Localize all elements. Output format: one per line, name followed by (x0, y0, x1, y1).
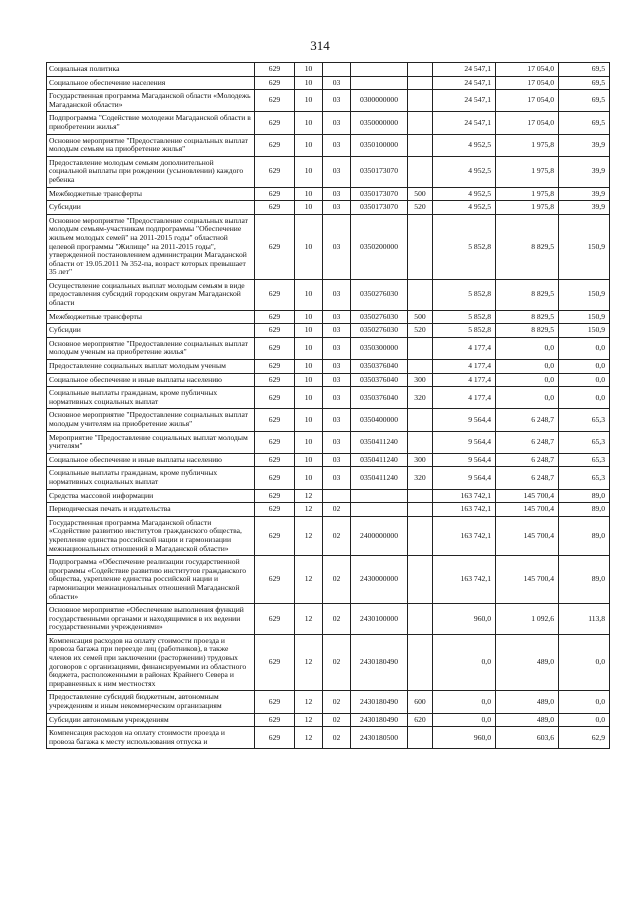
row-expense-type-cell (408, 76, 433, 90)
table-row (47, 134, 610, 156)
row-planned-amount-cell: 24 547,1 (433, 76, 496, 90)
row-expense-type-cell (408, 360, 433, 374)
row-target-article-cell: 0350300000 (351, 337, 408, 359)
row-name-cell: Государственная программа Магаданской области «Молодежь Магаданской области» (47, 90, 255, 112)
row-executed-amount-cell: 1 975,8 (496, 201, 559, 215)
row-subsection-cell: 02 (323, 556, 351, 604)
row-admin-code-cell: 629 (255, 634, 295, 691)
row-name-cell: Компенсация расходов на оплату стоимости проезда и провоза багажа при переезде лиц (работников), в также членов их семей при заключении (расторжении) трудовых договоров с организациями, финансируемыми из областного бюджета, расположенными в районах Крайнего Севера и приравненных к ним местностях (47, 634, 255, 691)
row-expense-type-cell (408, 727, 433, 749)
row-target-article-cell (351, 63, 408, 77)
row-section-cell: 10 (295, 214, 323, 279)
row-admin-code-cell: 629 (255, 337, 295, 359)
row-subsection-cell: 03 (323, 310, 351, 324)
row-section-cell: 12 (295, 604, 323, 635)
row-planned-amount-cell: 9 564,4 (433, 467, 496, 489)
row-section-cell: 10 (295, 134, 323, 156)
table-row (47, 634, 610, 691)
row-planned-amount-cell: 4 177,4 (433, 387, 496, 409)
row-subsection-cell: 03 (323, 409, 351, 431)
row-executed-amount-cell: 1 092,6 (496, 604, 559, 635)
row-admin-code-cell: 629 (255, 187, 295, 201)
row-target-article-cell: 0350376040 (351, 373, 408, 387)
row-name-cell: Социальная политика (47, 63, 255, 77)
row-admin-code-cell: 629 (255, 431, 295, 453)
table-row (47, 387, 610, 409)
row-planned-amount-cell: 0,0 (433, 634, 496, 691)
row-percent-cell: 39,9 (559, 134, 610, 156)
row-section-cell: 10 (295, 63, 323, 77)
row-executed-amount-cell: 489,0 (496, 634, 559, 691)
row-executed-amount-cell: 489,0 (496, 713, 559, 727)
row-percent-cell: 62,9 (559, 727, 610, 749)
row-target-article-cell: 0350411240 (351, 431, 408, 453)
row-admin-code-cell: 629 (255, 214, 295, 279)
row-subsection-cell: 03 (323, 112, 351, 134)
table-row (47, 201, 610, 215)
row-target-article-cell: 0350411240 (351, 453, 408, 467)
table-row (47, 467, 610, 489)
row-planned-amount-cell: 9 564,4 (433, 431, 496, 453)
row-executed-amount-cell: 603,6 (496, 727, 559, 749)
row-percent-cell: 69,5 (559, 63, 610, 77)
row-percent-cell: 65,3 (559, 467, 610, 489)
row-expense-type-cell: 500 (408, 187, 433, 201)
row-section-cell: 10 (295, 360, 323, 374)
row-planned-amount-cell: 960,0 (433, 604, 496, 635)
table-row (47, 63, 610, 77)
row-executed-amount-cell: 145 700,4 (496, 489, 559, 503)
row-admin-code-cell: 629 (255, 134, 295, 156)
row-executed-amount-cell: 8 829,5 (496, 279, 559, 310)
row-planned-amount-cell: 163 742,1 (433, 503, 496, 517)
row-percent-cell: 150,9 (559, 279, 610, 310)
row-subsection-cell: 02 (323, 634, 351, 691)
table-row (47, 409, 610, 431)
row-expense-type-cell (408, 90, 433, 112)
row-section-cell: 10 (295, 310, 323, 324)
row-section-cell: 12 (295, 556, 323, 604)
row-admin-code-cell: 629 (255, 76, 295, 90)
table-row (47, 187, 610, 201)
row-executed-amount-cell: 489,0 (496, 691, 559, 713)
row-subsection-cell (323, 489, 351, 503)
row-percent-cell: 69,5 (559, 76, 610, 90)
row-section-cell: 10 (295, 453, 323, 467)
row-section-cell: 10 (295, 279, 323, 310)
row-executed-amount-cell: 145 700,4 (496, 556, 559, 604)
row-section-cell: 10 (295, 76, 323, 90)
row-executed-amount-cell: 17 054,0 (496, 112, 559, 134)
table-row (47, 156, 610, 187)
row-executed-amount-cell: 145 700,4 (496, 516, 559, 555)
row-planned-amount-cell: 960,0 (433, 727, 496, 749)
row-target-article-cell: 2430180500 (351, 727, 408, 749)
row-subsection-cell: 03 (323, 467, 351, 489)
table-row (47, 604, 610, 635)
row-subsection-cell: 03 (323, 324, 351, 338)
row-admin-code-cell: 629 (255, 503, 295, 517)
row-expense-type-cell (408, 431, 433, 453)
table-row (47, 516, 610, 555)
row-percent-cell: 89,0 (559, 516, 610, 555)
row-name-cell: Периодическая печать и издательства (47, 503, 255, 517)
row-subsection-cell: 03 (323, 279, 351, 310)
row-expense-type-cell: 520 (408, 324, 433, 338)
row-target-article-cell: 2430000000 (351, 556, 408, 604)
row-name-cell: Социальные выплаты гражданам, кроме публичных нормативных социальных выплат (47, 467, 255, 489)
row-executed-amount-cell: 0,0 (496, 387, 559, 409)
row-name-cell: Социальное обеспечение населения (47, 76, 255, 90)
row-planned-amount-cell: 0,0 (433, 713, 496, 727)
row-admin-code-cell: 629 (255, 604, 295, 635)
table-row (47, 489, 610, 503)
row-target-article-cell: 0350411240 (351, 467, 408, 489)
row-section-cell: 12 (295, 727, 323, 749)
row-subsection-cell: 03 (323, 360, 351, 374)
row-target-article-cell: 0350000000 (351, 112, 408, 134)
row-subsection-cell: 03 (323, 134, 351, 156)
row-section-cell: 10 (295, 112, 323, 134)
row-name-cell: Субсидии (47, 324, 255, 338)
row-percent-cell: 150,9 (559, 310, 610, 324)
row-planned-amount-cell: 4 952,5 (433, 201, 496, 215)
row-target-article-cell (351, 76, 408, 90)
row-target-article-cell: 2430180490 (351, 691, 408, 713)
row-admin-code-cell: 629 (255, 691, 295, 713)
row-executed-amount-cell: 8 829,5 (496, 310, 559, 324)
row-percent-cell: 0,0 (559, 337, 610, 359)
row-name-cell: Межбюджетные трансферты (47, 187, 255, 201)
row-percent-cell: 89,0 (559, 503, 610, 517)
table-row (47, 76, 610, 90)
row-target-article-cell: 0350376040 (351, 387, 408, 409)
row-name-cell: Осуществление социальных выплат молодым семьям в виде предоставления субсидий городским округам Магаданской области (47, 279, 255, 310)
row-expense-type-cell (408, 134, 433, 156)
row-section-cell: 12 (295, 634, 323, 691)
table-row (47, 727, 610, 749)
row-executed-amount-cell: 145 700,4 (496, 503, 559, 517)
row-section-cell: 10 (295, 387, 323, 409)
row-subsection-cell: 03 (323, 201, 351, 215)
row-admin-code-cell: 629 (255, 324, 295, 338)
table-row (47, 360, 610, 374)
row-admin-code-cell: 629 (255, 727, 295, 749)
row-admin-code-cell: 629 (255, 556, 295, 604)
row-expense-type-cell (408, 516, 433, 555)
row-percent-cell: 89,0 (559, 556, 610, 604)
row-planned-amount-cell: 163 742,1 (433, 556, 496, 604)
row-name-cell: Предоставление социальных выплат молодым ученым (47, 360, 255, 374)
row-planned-amount-cell: 5 852,8 (433, 279, 496, 310)
row-target-article-cell (351, 489, 408, 503)
row-target-article-cell: 0350276030 (351, 324, 408, 338)
row-planned-amount-cell: 5 852,8 (433, 324, 496, 338)
row-admin-code-cell: 629 (255, 387, 295, 409)
table-row (47, 337, 610, 359)
row-expense-type-cell: 300 (408, 453, 433, 467)
row-admin-code-cell: 629 (255, 373, 295, 387)
table-row (47, 431, 610, 453)
row-section-cell: 10 (295, 337, 323, 359)
row-name-cell: Субсидии (47, 201, 255, 215)
row-section-cell: 12 (295, 691, 323, 713)
row-expense-type-cell: 620 (408, 713, 433, 727)
row-target-article-cell: 0350173070 (351, 187, 408, 201)
row-planned-amount-cell: 4 177,4 (433, 337, 496, 359)
table-row (47, 324, 610, 338)
row-percent-cell: 65,3 (559, 431, 610, 453)
row-planned-amount-cell: 24 547,1 (433, 90, 496, 112)
table-row (47, 279, 610, 310)
row-percent-cell: 69,5 (559, 112, 610, 134)
row-expense-type-cell (408, 337, 433, 359)
table-body (47, 63, 610, 749)
row-percent-cell: 113,8 (559, 604, 610, 635)
row-section-cell: 10 (295, 187, 323, 201)
row-subsection-cell: 02 (323, 727, 351, 749)
row-admin-code-cell: 629 (255, 409, 295, 431)
row-subsection-cell: 02 (323, 516, 351, 555)
row-target-article-cell: 0300000000 (351, 90, 408, 112)
row-admin-code-cell: 629 (255, 713, 295, 727)
row-percent-cell: 0,0 (559, 713, 610, 727)
row-admin-code-cell: 629 (255, 489, 295, 503)
row-expense-type-cell: 320 (408, 467, 433, 489)
row-name-cell: Социальное обеспечение и иные выплаты населению (47, 373, 255, 387)
row-name-cell: Основное мероприятие «Обеспечение выполнения функций государственными органами и находящимися в их ведении государственными учреждениями» (47, 604, 255, 635)
row-name-cell: Компенсация расходов на оплату стоимости проезда и провоза багажа к месту использования отпуска и (47, 727, 255, 749)
row-percent-cell: 150,9 (559, 324, 610, 338)
table-row (47, 112, 610, 134)
row-planned-amount-cell: 9 564,4 (433, 409, 496, 431)
row-admin-code-cell: 629 (255, 156, 295, 187)
row-section-cell: 12 (295, 503, 323, 517)
row-subsection-cell: 03 (323, 76, 351, 90)
row-subsection-cell: 03 (323, 337, 351, 359)
row-target-article-cell: 2430100000 (351, 604, 408, 635)
row-subsection-cell: 02 (323, 604, 351, 635)
table-row (47, 373, 610, 387)
row-executed-amount-cell: 17 054,0 (496, 76, 559, 90)
row-section-cell: 12 (295, 516, 323, 555)
row-name-cell: Государственная программа Магаданской области «Содействие развитию институтов гражданского общества, укрепление единства российской нации и гармонизации межнациональных отношений в Магаданской области» (47, 516, 255, 555)
row-executed-amount-cell: 1 975,8 (496, 156, 559, 187)
row-admin-code-cell: 629 (255, 90, 295, 112)
row-target-article-cell (351, 503, 408, 517)
row-name-cell: Межбюджетные трансферты (47, 310, 255, 324)
row-admin-code-cell: 629 (255, 467, 295, 489)
table-row (47, 713, 610, 727)
row-planned-amount-cell: 4 952,5 (433, 187, 496, 201)
row-expense-type-cell (408, 604, 433, 635)
row-subsection-cell: 03 (323, 187, 351, 201)
row-admin-code-cell: 629 (255, 63, 295, 77)
row-section-cell: 10 (295, 373, 323, 387)
row-percent-cell: 39,9 (559, 156, 610, 187)
table-row (47, 90, 610, 112)
row-subsection-cell: 03 (323, 373, 351, 387)
row-admin-code-cell: 629 (255, 453, 295, 467)
table-row (47, 503, 610, 517)
row-percent-cell: 65,3 (559, 453, 610, 467)
row-section-cell: 10 (295, 156, 323, 187)
table-row (47, 556, 610, 604)
row-executed-amount-cell: 17 054,0 (496, 63, 559, 77)
row-target-article-cell: 0350400000 (351, 409, 408, 431)
row-name-cell: Основное мероприятие "Предоставление социальных выплат молодым семьям-участникам подпрограммы "Обеспечение жильем молодых семей" на 2011-2015 годы" областной целевой программы "Жилище" на 2011-2015 годы", утвержденной постановлением администрации Магаданской области от 19.05.2011 № 352-па, возраст которых превышает 35 лет" (47, 214, 255, 279)
row-planned-amount-cell: 5 852,8 (433, 214, 496, 279)
row-subsection-cell: 02 (323, 691, 351, 713)
row-section-cell: 10 (295, 467, 323, 489)
row-percent-cell: 39,9 (559, 187, 610, 201)
row-planned-amount-cell: 9 564,4 (433, 453, 496, 467)
row-percent-cell: 0,0 (559, 691, 610, 713)
row-admin-code-cell: 629 (255, 360, 295, 374)
row-executed-amount-cell: 0,0 (496, 360, 559, 374)
row-executed-amount-cell: 0,0 (496, 373, 559, 387)
table-row (47, 453, 610, 467)
row-expense-type-cell (408, 112, 433, 134)
row-percent-cell: 0,0 (559, 387, 610, 409)
row-target-article-cell: 0350173070 (351, 201, 408, 215)
row-planned-amount-cell: 4 177,4 (433, 373, 496, 387)
row-executed-amount-cell: 1 975,8 (496, 187, 559, 201)
row-planned-amount-cell: 24 547,1 (433, 112, 496, 134)
row-section-cell: 12 (295, 489, 323, 503)
row-subsection-cell (323, 63, 351, 77)
row-expense-type-cell (408, 279, 433, 310)
row-executed-amount-cell: 8 829,5 (496, 324, 559, 338)
row-target-article-cell: 0350276030 (351, 279, 408, 310)
row-expense-type-cell (408, 489, 433, 503)
row-percent-cell: 0,0 (559, 360, 610, 374)
row-target-article-cell: 0350100000 (351, 134, 408, 156)
page-number: 314 (310, 38, 330, 53)
row-expense-type-cell (408, 63, 433, 77)
row-executed-amount-cell: 6 248,7 (496, 467, 559, 489)
row-target-article-cell: 2430180490 (351, 713, 408, 727)
row-admin-code-cell: 629 (255, 279, 295, 310)
row-percent-cell: 150,9 (559, 214, 610, 279)
row-percent-cell: 69,5 (559, 90, 610, 112)
row-section-cell: 10 (295, 201, 323, 215)
row-executed-amount-cell: 8 829,5 (496, 214, 559, 279)
row-subsection-cell: 03 (323, 387, 351, 409)
row-target-article-cell: 0350173070 (351, 156, 408, 187)
row-percent-cell: 0,0 (559, 634, 610, 691)
row-percent-cell: 65,3 (559, 409, 610, 431)
row-subsection-cell: 02 (323, 713, 351, 727)
table-row (47, 310, 610, 324)
row-subsection-cell: 03 (323, 431, 351, 453)
row-expense-type-cell (408, 556, 433, 604)
row-name-cell: Подпрограмма «Обеспечение реализации государственной программы «Содействие развитию институтов гражданского общества, укрепление единства российской нации и гармонизации межнациональных отношений Магаданской области» (47, 556, 255, 604)
row-name-cell: Основное мероприятие "Предоставление социальных выплат молодым ученым на приобретение жилья" (47, 337, 255, 359)
row-target-article-cell: 0350376040 (351, 360, 408, 374)
row-expense-type-cell (408, 634, 433, 691)
row-subsection-cell: 03 (323, 156, 351, 187)
row-percent-cell: 0,0 (559, 373, 610, 387)
row-section-cell: 12 (295, 713, 323, 727)
row-planned-amount-cell: 4 177,4 (433, 360, 496, 374)
row-planned-amount-cell: 5 852,8 (433, 310, 496, 324)
row-planned-amount-cell: 163 742,1 (433, 489, 496, 503)
row-subsection-cell: 03 (323, 90, 351, 112)
row-name-cell: Подпрограмма "Содействие молодежи Магаданской области в приобретении жилья" (47, 112, 255, 134)
row-expense-type-cell: 520 (408, 201, 433, 215)
row-target-article-cell: 2400000000 (351, 516, 408, 555)
row-expense-type-cell: 320 (408, 387, 433, 409)
row-name-cell: Основное мероприятие "Предоставление социальных выплат молодым учителям на приобретение жилья" (47, 409, 255, 431)
row-name-cell: Основное мероприятие "Предоставление социальных выплат молодым семьям на приобретение жилья" (47, 134, 255, 156)
row-subsection-cell: 02 (323, 503, 351, 517)
row-target-article-cell: 0350200000 (351, 214, 408, 279)
row-subsection-cell: 03 (323, 453, 351, 467)
row-executed-amount-cell: 6 248,7 (496, 431, 559, 453)
row-name-cell: Социальные выплаты гражданам, кроме публичных нормативных социальных выплат (47, 387, 255, 409)
row-planned-amount-cell: 4 952,5 (433, 156, 496, 187)
row-admin-code-cell: 629 (255, 201, 295, 215)
row-admin-code-cell: 629 (255, 112, 295, 134)
row-planned-amount-cell: 4 952,5 (433, 134, 496, 156)
row-section-cell: 10 (295, 90, 323, 112)
row-name-cell: Субсидии автономным учреждениям (47, 713, 255, 727)
row-subsection-cell: 03 (323, 214, 351, 279)
row-executed-amount-cell: 1 975,8 (496, 134, 559, 156)
row-executed-amount-cell: 17 054,0 (496, 90, 559, 112)
row-target-article-cell: 2430180490 (351, 634, 408, 691)
row-expense-type-cell (408, 214, 433, 279)
row-section-cell: 10 (295, 431, 323, 453)
row-percent-cell: 39,9 (559, 201, 610, 215)
row-section-cell: 10 (295, 409, 323, 431)
row-target-article-cell: 0350276030 (351, 310, 408, 324)
row-expense-type-cell (408, 156, 433, 187)
row-admin-code-cell: 629 (255, 516, 295, 555)
row-expense-type-cell: 300 (408, 373, 433, 387)
row-expense-type-cell (408, 409, 433, 431)
table-row (47, 214, 610, 279)
table-row (47, 691, 610, 713)
row-section-cell: 10 (295, 324, 323, 338)
row-name-cell: Предоставление субсидий бюджетным, автономным учреждениям и иным некоммерческим организациям (47, 691, 255, 713)
row-percent-cell: 89,0 (559, 489, 610, 503)
row-name-cell: Средства массовой информации (47, 489, 255, 503)
row-name-cell: Предоставление молодым семьям дополнительной социальной выплаты при рождении (усыновлении) каждого ребенка (47, 156, 255, 187)
budget-table (46, 62, 610, 749)
row-admin-code-cell: 629 (255, 310, 295, 324)
row-expense-type-cell: 500 (408, 310, 433, 324)
row-planned-amount-cell: 0,0 (433, 691, 496, 713)
row-executed-amount-cell: 0,0 (496, 337, 559, 359)
row-expense-type-cell (408, 503, 433, 517)
row-planned-amount-cell: 24 547,1 (433, 63, 496, 77)
row-name-cell: Мероприятие "Предоставление социальных выплат молодым учителям" (47, 431, 255, 453)
row-executed-amount-cell: 6 248,7 (496, 453, 559, 467)
row-expense-type-cell: 600 (408, 691, 433, 713)
row-planned-amount-cell: 163 742,1 (433, 516, 496, 555)
row-executed-amount-cell: 6 248,7 (496, 409, 559, 431)
row-name-cell: Социальное обеспечение и иные выплаты населению (47, 453, 255, 467)
